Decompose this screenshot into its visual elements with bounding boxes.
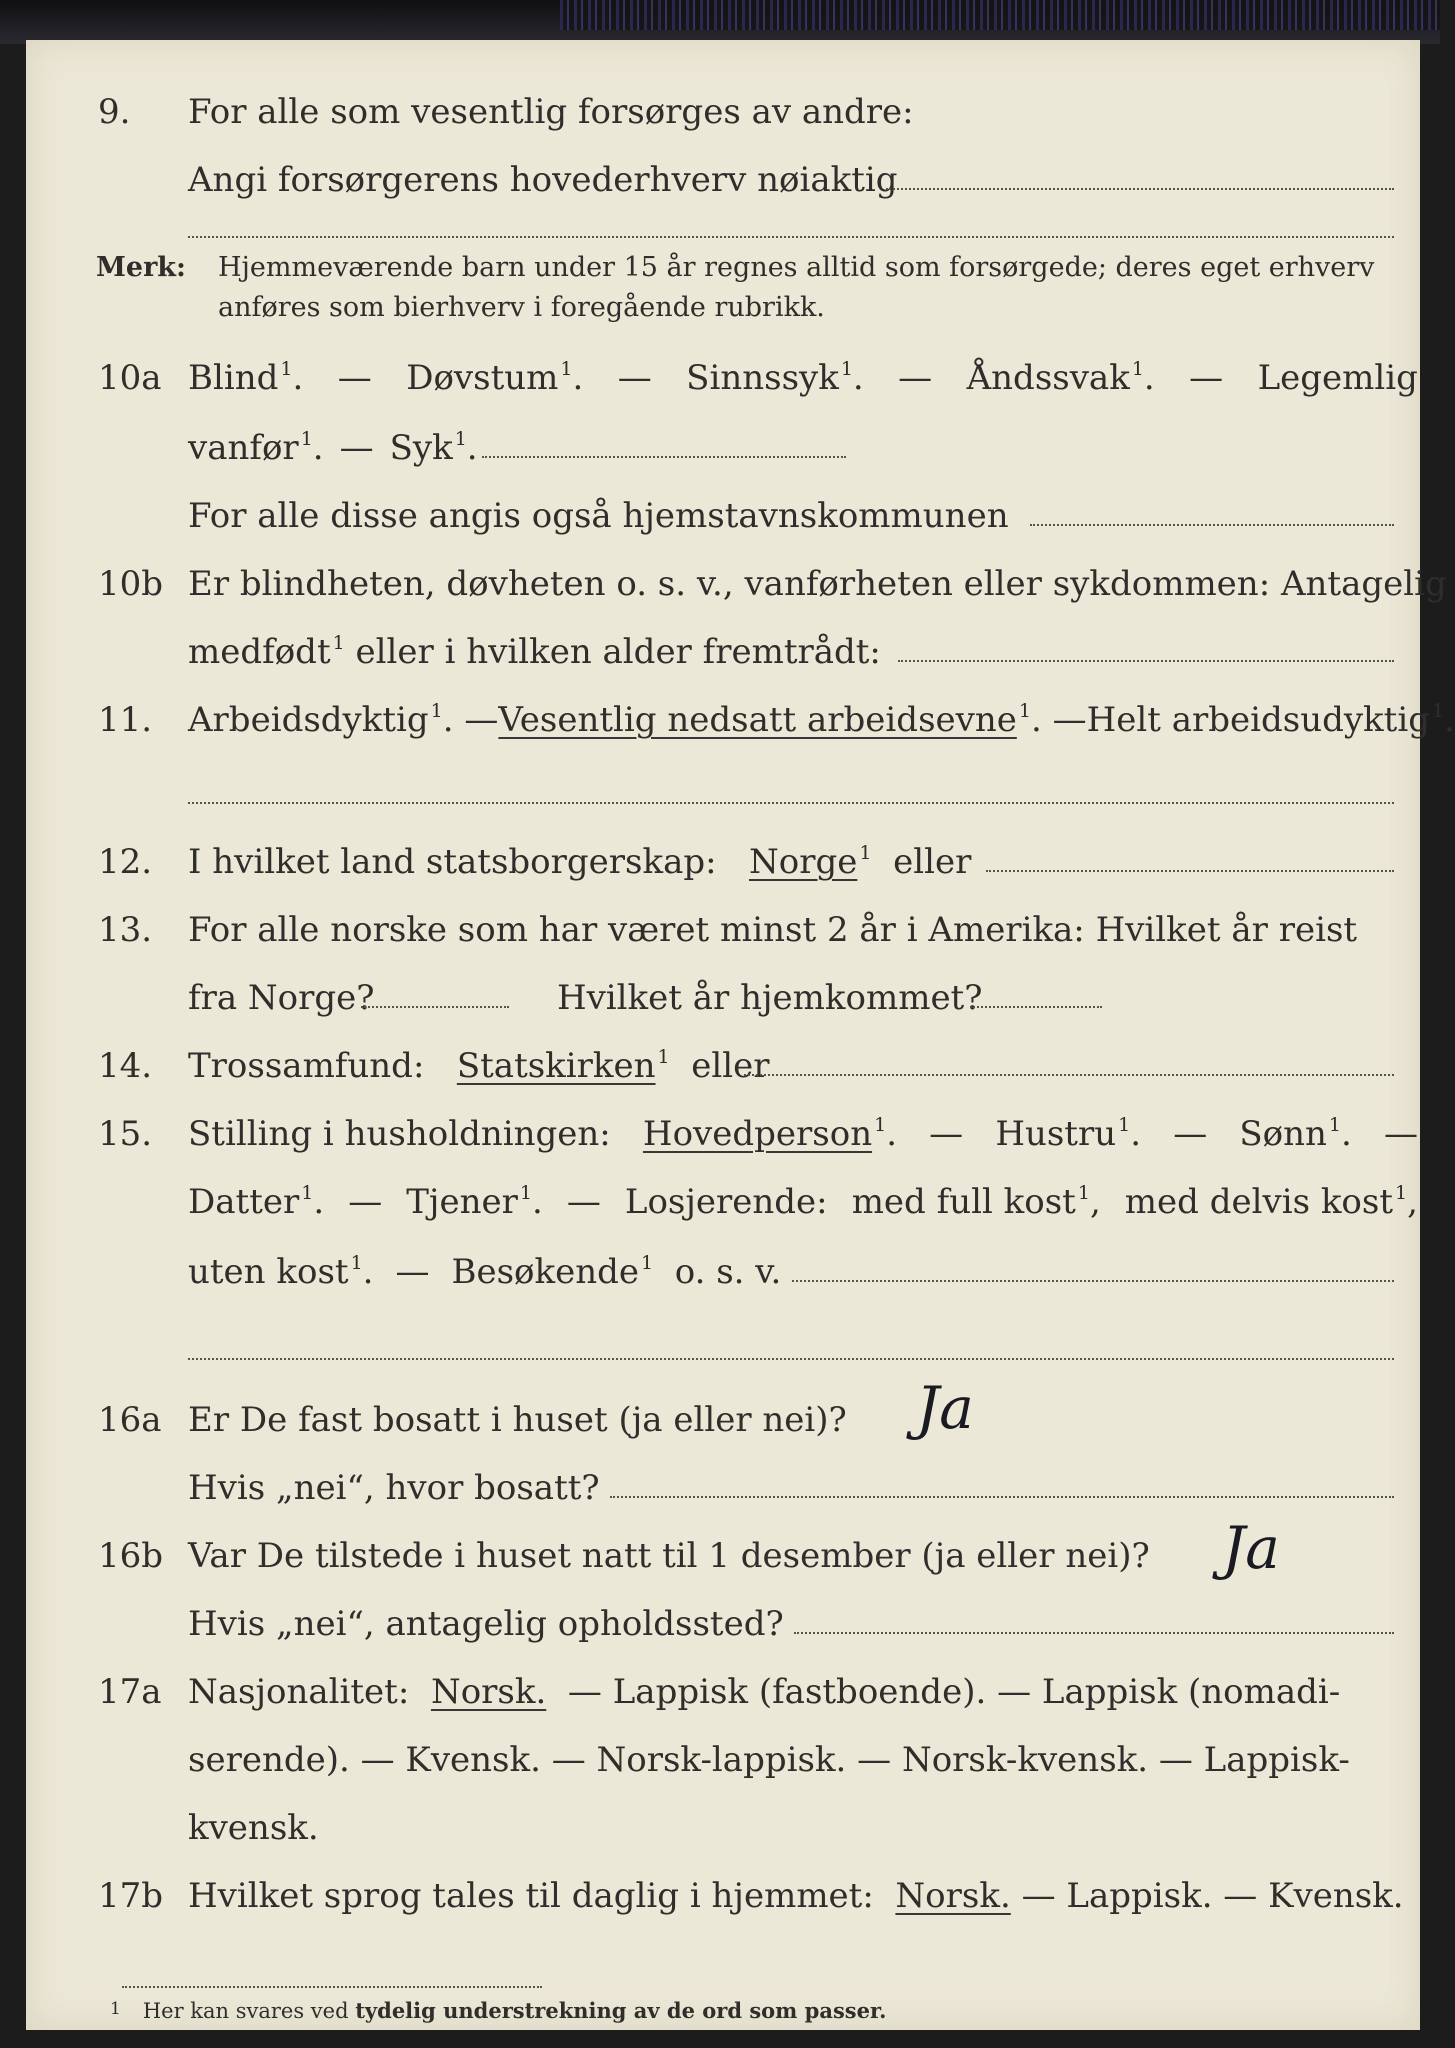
option-legemlig[interactable]: Legemlig (1257, 358, 1418, 398)
option-tjener[interactable]: Tjener $^1$. (406, 1182, 543, 1222)
answer-line-year-returned[interactable] (970, 1006, 1102, 1008)
option-list (188, 1180, 1418, 1229)
option-syk[interactable]: Syk $^1$. (389, 428, 478, 468)
question-number: 17b (98, 1876, 164, 1916)
separator: — (337, 358, 372, 398)
option-datter[interactable]: Datter $^1$. (188, 1182, 325, 1222)
question-12 (26, 840, 1420, 884)
footnote-marker: 1 (110, 1999, 121, 2019)
question-text: kvensk. (188, 1808, 319, 1848)
option-helt-arbeidsudyktig[interactable]: Helt arbeidsudyktig $^1$. (1086, 700, 1455, 740)
separator: — (617, 358, 652, 398)
answer-line[interactable] (792, 1280, 1394, 1282)
question-text: Hvis „nei“, hvor bosatt? (188, 1468, 600, 1508)
option-list (188, 698, 1455, 747)
question-9-line-2 (26, 158, 1420, 202)
question-16a-line-2 (26, 1466, 1420, 1510)
separator: — (1383, 1114, 1418, 1154)
answer-line[interactable] (1030, 524, 1394, 526)
question-number: 13. (98, 910, 153, 950)
question-17a-line-3 (26, 1806, 1420, 1850)
question-text: Stilling i husholdningen: (188, 1114, 611, 1154)
question-10a-line-1 (26, 356, 1420, 400)
option-blind[interactable]: Blind $^1$. (188, 358, 304, 398)
option-list (188, 1112, 1418, 1161)
question-number: 16b (98, 1536, 164, 1576)
question-13-line-2 (26, 976, 1420, 1020)
option-uten-kost[interactable]: uten kost $^1$. (188, 1252, 374, 1292)
answer-line[interactable] (886, 188, 1394, 190)
question-15-line-2 (26, 1180, 1420, 1224)
question-number: 10b (98, 564, 164, 604)
question-10a-line-2 (26, 426, 1420, 470)
question-14 (26, 1044, 1420, 1088)
option-andssvak[interactable]: Åndssvak $^1$. (966, 358, 1155, 398)
footnote (110, 1998, 886, 2023)
answer-line[interactable] (188, 1358, 1394, 1360)
question-16b-line-1 (26, 1534, 1420, 1578)
scan-top-edge (0, 0, 1440, 44)
question-10b-line-1 (26, 562, 1447, 606)
option-list (188, 426, 478, 475)
question-number: 12. (98, 842, 153, 882)
question-number: 17a (98, 1672, 162, 1712)
question-15-line-1 (26, 1112, 1420, 1156)
separator: — (348, 1182, 383, 1222)
question-text: Er blindheten, døvheten o. s. v., vanførheten eller sykdommen: Antagelig (188, 564, 1447, 604)
question-11-line-1 (26, 698, 1455, 742)
answer-line[interactable] (482, 456, 846, 458)
option-list (188, 1250, 781, 1299)
question-text: Var De tilstede i huset natt til 1 desember (ja eller nei)? (188, 1536, 1150, 1576)
option-statskirken[interactable]: Statskirken (456, 1046, 656, 1086)
answer-line[interactable] (610, 1496, 1394, 1498)
question-text: I hvilket land statsborgerskap: Norge 1 eller (188, 842, 972, 882)
option-norsk[interactable]: Norsk. (430, 1672, 547, 1712)
option-list (188, 356, 1418, 405)
question-10b-line-2 (26, 630, 1420, 674)
option-delvis-kost[interactable]: med delvis kost $^1$, (1124, 1182, 1418, 1222)
answer-line[interactable] (794, 1632, 1394, 1634)
option-dovstum[interactable]: Døvstum $^1$. (406, 358, 584, 398)
separator: — (339, 428, 374, 468)
question-number: 16a (98, 1400, 162, 1440)
footnote-divider (122, 1986, 542, 1988)
separator: — (929, 1114, 964, 1154)
question-number: 15. (98, 1114, 153, 1154)
question-16a-line-1 (26, 1398, 1420, 1442)
question-10a-line-3 (26, 494, 1420, 538)
question-number: 10a (98, 358, 162, 398)
question-text: Nasjonalitet: Norsk. — Lappisk (fastboende). — Lappisk (nomadi- (188, 1672, 1341, 1712)
question-17a-line-2 (26, 1738, 1420, 1782)
separator: — (1173, 1114, 1208, 1154)
option-besokende[interactable]: Besøkende $^1$ (451, 1252, 654, 1292)
separator: — (395, 1252, 430, 1292)
question-text: For alle som vesentlig forsørges av andre: (188, 92, 914, 132)
note-label: Merk: (96, 252, 186, 283)
answer-line[interactable] (898, 660, 1394, 662)
question-16b-line-2 (26, 1602, 1420, 1646)
option-norge[interactable]: Norge (749, 842, 858, 882)
question-text: medfødt 1 eller i hvilken alder fremtrådt: (188, 632, 881, 672)
question-text: For alle disse angis også hjemstavnskommunen (188, 496, 1009, 536)
question-13-line-1 (26, 908, 1420, 952)
label-losjerende: Losjerende: (624, 1182, 828, 1222)
answer-line[interactable] (188, 802, 1394, 804)
question-17b (26, 1874, 1420, 1918)
separator: — (898, 358, 933, 398)
question-9-line-1 (26, 90, 1420, 134)
question-text: For alle norske som har været minst 2 år i Amerika: Hvilket år reist (188, 910, 1358, 950)
note-text: Hjemmeværende barn under 15 år regnes alltid som forsørgede; deres eget erhverv anføres som bierhverv i foregående rubrikk. (218, 252, 1375, 323)
handwritten-answer-16a: Ja (916, 1374, 974, 1442)
question-text: Hvis „nei“, antagelig opholdssted? (188, 1604, 784, 1644)
separator: — (566, 1182, 601, 1222)
census-form-page (26, 40, 1455, 2030)
question-17a-line-1 (26, 1670, 1420, 1714)
question-text: serende). — Kvensk. — Norsk-lappisk. — Norsk-kvensk. — Lappisk- (188, 1740, 1350, 1780)
option-sinnssyk[interactable]: Sinnssyk $^1$. (686, 358, 864, 398)
answer-line[interactable] (986, 870, 1394, 872)
option-vanfor[interactable]: vanfør $^1$. (188, 428, 324, 468)
question-number: 14. (98, 1046, 153, 1086)
answer-line-year-left[interactable] (361, 1006, 509, 1008)
option-osv: o. s. v. (674, 1252, 782, 1292)
question-text: fra Norge? Hvilket år hjemkommet? (188, 978, 983, 1018)
option-sonn[interactable]: Sønn $^1$. (1239, 1114, 1352, 1154)
footnote-text: Her kan svares ved (142, 1999, 349, 2023)
option-arbeidsdyktig[interactable]: Arbeidsdyktig $^1$. — (188, 700, 499, 740)
option-medfodt[interactable]: medfødt (188, 632, 331, 672)
answer-line[interactable] (744, 1074, 1394, 1076)
option-full-kost[interactable]: med full kost $^1$, (851, 1182, 1101, 1222)
footnote-text-bold: tydelig understrekning av de ord som passer. (355, 1998, 887, 2023)
question-text: Hvilket sprog tales til daglig i hjemmet: Norsk. — Lappisk. — Kvensk. (188, 1876, 1404, 1916)
separator: — (1189, 358, 1224, 398)
option-hustru[interactable]: Hustru $^1$. (995, 1114, 1142, 1154)
question-15-line-3 (26, 1250, 1420, 1294)
option-norsk-sprog[interactable]: Norsk. (895, 1876, 1011, 1916)
question-text: Er De fast bosatt i huset (ja eller nei)? (188, 1400, 847, 1440)
question-number: 11. (98, 700, 153, 740)
option-hovedperson[interactable]: Hovedperson $^1$. (642, 1114, 897, 1154)
answer-line[interactable] (188, 236, 1394, 238)
question-text: Trossamfund: Statskirken 1 eller (188, 1046, 770, 1086)
question-text: Angi forsørgerens hovederhverv nøiaktig (188, 160, 898, 200)
option-vesentlig-nedsatt[interactable]: Vesentlig nedsatt arbeidsevne $^1$. — (498, 700, 1087, 740)
question-number: 9. (98, 92, 131, 132)
handwritten-answer-16b: Ja (1222, 1514, 1280, 1582)
